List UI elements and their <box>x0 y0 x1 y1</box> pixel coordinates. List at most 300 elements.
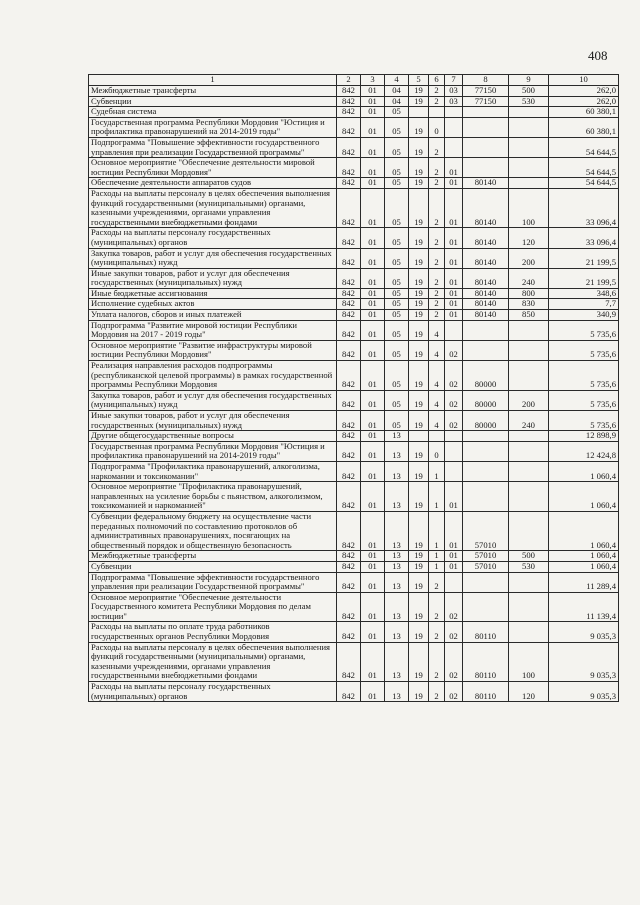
row-code-cell: 4 <box>429 340 445 360</box>
page-number: 408 <box>588 48 608 63</box>
row-code-cell: 01 <box>361 461 385 481</box>
row-code-cell: 02 <box>445 642 463 681</box>
row-code-cell: 4 <box>429 390 445 410</box>
row-code-cell: 05 <box>385 178 409 189</box>
row-code-cell: 530 <box>509 561 549 572</box>
row-code-cell: 2 <box>429 299 445 310</box>
column-header: 6 <box>429 75 445 86</box>
row-code-cell: 05 <box>385 137 409 157</box>
row-code-cell <box>463 461 509 481</box>
row-code-cell <box>509 107 549 118</box>
row-code-cell: 0 <box>429 117 445 137</box>
row-code-cell: 4 <box>429 320 445 340</box>
row-amount-cell: 340,9 <box>549 310 619 321</box>
row-code-cell: 01 <box>361 361 385 391</box>
row-code-cell: 05 <box>385 340 409 360</box>
row-code-cell: 01 <box>361 390 385 410</box>
row-amount-cell: 7,7 <box>549 299 619 310</box>
row-code-cell <box>463 117 509 137</box>
row-code-cell: 19 <box>409 310 429 321</box>
row-code-cell: 19 <box>409 390 429 410</box>
row-code-cell: 200 <box>509 248 549 268</box>
row-code-cell: 01 <box>361 188 385 227</box>
row-code-cell: 04 <box>385 86 409 97</box>
row-code-cell: 2 <box>429 137 445 157</box>
row-code-cell: 01 <box>445 299 463 310</box>
row-code-cell: 01 <box>361 158 385 178</box>
row-code-cell <box>463 572 509 592</box>
row-code-cell: 05 <box>385 361 409 391</box>
row-code-cell <box>445 107 463 118</box>
row-name-cell: Государственная программа Республики Мордовия "Юстиция и профилактика правонарушений на 2014-2019 годы" <box>89 441 337 461</box>
row-name-cell: Судебная система <box>89 107 337 118</box>
row-code-cell <box>509 158 549 178</box>
row-code-cell: 2 <box>429 310 445 321</box>
row-code-cell <box>409 431 429 442</box>
table-row <box>89 299 619 310</box>
row-code-cell: 80110 <box>463 622 509 642</box>
row-code-cell: 05 <box>385 268 409 288</box>
header-row <box>89 75 619 86</box>
row-code-cell: 19 <box>409 572 429 592</box>
table-row <box>89 572 619 592</box>
row-code-cell <box>463 441 509 461</box>
row-code-cell: 2 <box>429 178 445 189</box>
row-code-cell: 02 <box>445 361 463 391</box>
row-code-cell: 842 <box>337 158 361 178</box>
row-code-cell: 01 <box>361 592 385 622</box>
row-code-cell <box>509 511 549 550</box>
row-code-cell <box>463 137 509 157</box>
row-code-cell <box>509 441 549 461</box>
row-code-cell: 19 <box>409 158 429 178</box>
row-code-cell: 530 <box>509 96 549 107</box>
row-amount-cell: 9 035,3 <box>549 622 619 642</box>
row-amount-cell: 33 096,4 <box>549 228 619 248</box>
row-code-cell: 842 <box>337 137 361 157</box>
row-code-cell <box>509 361 549 391</box>
table-row <box>89 511 619 550</box>
row-code-cell: 05 <box>385 411 409 431</box>
row-code-cell <box>509 178 549 189</box>
row-code-cell: 842 <box>337 96 361 107</box>
row-code-cell <box>463 592 509 622</box>
row-code-cell: 02 <box>445 390 463 410</box>
table-row <box>89 561 619 572</box>
row-amount-cell: 1 060,4 <box>549 461 619 481</box>
row-code-cell: 842 <box>337 642 361 681</box>
row-code-cell: 13 <box>385 461 409 481</box>
row-code-cell: 80140 <box>463 188 509 227</box>
row-amount-cell: 9 035,3 <box>549 642 619 681</box>
row-code-cell <box>445 572 463 592</box>
column-header: 5 <box>409 75 429 86</box>
row-code-cell: 100 <box>509 188 549 227</box>
row-name-cell: Расходы на выплаты персоналу государственных (муниципальных) органов <box>89 228 337 248</box>
table-row <box>89 461 619 481</box>
row-code-cell: 830 <box>509 299 549 310</box>
row-amount-cell: 21 199,5 <box>549 268 619 288</box>
row-name-cell: Основное мероприятие "Обеспечение деятельности Государственного комитета Республики Мордовия по делам юстиции" <box>89 592 337 622</box>
row-code-cell: 02 <box>445 622 463 642</box>
row-name-cell: Субвенции <box>89 561 337 572</box>
row-code-cell: 842 <box>337 320 361 340</box>
row-code-cell: 842 <box>337 117 361 137</box>
row-code-cell: 842 <box>337 461 361 481</box>
row-code-cell: 19 <box>409 642 429 681</box>
row-code-cell: 01 <box>361 622 385 642</box>
row-code-cell <box>445 320 463 340</box>
row-code-cell: 80140 <box>463 288 509 299</box>
row-code-cell: 01 <box>445 310 463 321</box>
row-code-cell: 01 <box>361 511 385 550</box>
row-code-cell <box>509 320 549 340</box>
row-amount-cell: 262,0 <box>549 96 619 107</box>
row-code-cell: 842 <box>337 288 361 299</box>
row-code-cell: 2 <box>429 86 445 97</box>
row-code-cell: 2 <box>429 248 445 268</box>
row-amount-cell: 21 199,5 <box>549 248 619 268</box>
row-amount-cell: 12 898,9 <box>549 431 619 442</box>
row-code-cell: 2 <box>429 96 445 107</box>
row-code-cell: 19 <box>409 137 429 157</box>
row-code-cell: 19 <box>409 340 429 360</box>
row-name-cell: Другие общегосударственные вопросы <box>89 431 337 442</box>
row-code-cell: 120 <box>509 228 549 248</box>
row-name-cell: Иные закупки товаров, работ и услуг для обеспечения государственных (муниципальных) нужд <box>89 268 337 288</box>
row-code-cell: 100 <box>509 642 549 681</box>
row-code-cell: 19 <box>409 288 429 299</box>
row-code-cell: 842 <box>337 268 361 288</box>
row-code-cell <box>463 340 509 360</box>
row-code-cell: 05 <box>385 248 409 268</box>
row-code-cell: 80110 <box>463 642 509 681</box>
row-name-cell: Обеспечение деятельности аппаратов судов <box>89 178 337 189</box>
row-code-cell: 01 <box>361 561 385 572</box>
row-code-cell: 2 <box>429 268 445 288</box>
column-header: 7 <box>445 75 463 86</box>
row-code-cell: 1 <box>429 461 445 481</box>
table-row <box>89 441 619 461</box>
row-code-cell: 13 <box>385 441 409 461</box>
row-code-cell <box>463 107 509 118</box>
row-code-cell <box>509 482 549 512</box>
row-code-cell <box>463 482 509 512</box>
table-row <box>89 642 619 681</box>
row-amount-cell: 5 735,6 <box>549 340 619 360</box>
table-row <box>89 137 619 157</box>
row-code-cell: 19 <box>409 188 429 227</box>
table-row <box>89 107 619 118</box>
row-code-cell: 13 <box>385 682 409 702</box>
row-amount-cell: 9 035,3 <box>549 682 619 702</box>
row-name-cell: Расходы на выплаты по оплате труда работников государственных органов Республики Мордовия <box>89 622 337 642</box>
row-name-cell: Закупка товаров, работ и услуг для обеспечения государственных (муниципальных) нужд <box>89 390 337 410</box>
row-code-cell: 05 <box>385 228 409 248</box>
row-code-cell: 80000 <box>463 361 509 391</box>
row-code-cell: 1 <box>429 551 445 562</box>
row-code-cell: 01 <box>361 340 385 360</box>
row-amount-cell: 5 735,6 <box>549 361 619 391</box>
row-code-cell: 80140 <box>463 228 509 248</box>
table-row <box>89 361 619 391</box>
row-code-cell: 842 <box>337 228 361 248</box>
row-code-cell <box>409 107 429 118</box>
table-row <box>89 188 619 227</box>
row-name-cell: Реализация направления расходов подпрограммы (республиканской целевой программы) в рамках государственной программы Республики Мордовия <box>89 361 337 391</box>
row-code-cell: 19 <box>409 441 429 461</box>
row-code-cell <box>509 340 549 360</box>
row-code-cell: 01 <box>361 411 385 431</box>
row-code-cell: 13 <box>385 482 409 512</box>
row-code-cell <box>429 431 445 442</box>
row-code-cell: 01 <box>361 482 385 512</box>
row-code-cell: 03 <box>445 86 463 97</box>
row-code-cell: 77150 <box>463 96 509 107</box>
row-code-cell: 02 <box>445 592 463 622</box>
row-code-cell: 13 <box>385 511 409 550</box>
row-code-cell: 80000 <box>463 390 509 410</box>
row-code-cell: 01 <box>445 288 463 299</box>
row-code-cell: 2 <box>429 158 445 178</box>
budget-table <box>88 74 619 702</box>
column-header: 2 <box>337 75 361 86</box>
row-code-cell: 02 <box>445 340 463 360</box>
row-name-cell: Подпрограмма "Развитие мировой юстиции Республики Мордовия на 2017 - 2019 годы" <box>89 320 337 340</box>
row-code-cell: 01 <box>361 441 385 461</box>
row-code-cell: 80140 <box>463 248 509 268</box>
row-code-cell: 2 <box>429 188 445 227</box>
row-code-cell: 240 <box>509 411 549 431</box>
row-name-cell: Государственная программа Республики Мордовия "Юстиция и профилактика правонарушений на 2014-2019 годы" <box>89 117 337 137</box>
row-code-cell: 01 <box>445 482 463 512</box>
row-code-cell: 01 <box>361 137 385 157</box>
row-name-cell: Основное мероприятие "Профилактика правонарушений, направленных на усиление борьбы с пьянством, алкоголизмом, токсикоманией и наркоманией" <box>89 482 337 512</box>
row-code-cell: 01 <box>361 86 385 97</box>
row-code-cell: 01 <box>361 299 385 310</box>
row-code-cell: 77150 <box>463 86 509 97</box>
row-code-cell <box>509 137 549 157</box>
row-code-cell: 80140 <box>463 310 509 321</box>
row-code-cell: 05 <box>385 117 409 137</box>
row-code-cell: 13 <box>385 572 409 592</box>
table-row <box>89 86 619 97</box>
row-code-cell: 19 <box>409 461 429 481</box>
row-name-cell: Иные бюджетные ассигнования <box>89 288 337 299</box>
row-code-cell: 01 <box>445 178 463 189</box>
row-code-cell: 842 <box>337 572 361 592</box>
row-code-cell: 842 <box>337 361 361 391</box>
row-amount-cell: 262,0 <box>549 86 619 97</box>
row-code-cell: 19 <box>409 511 429 550</box>
row-code-cell: 01 <box>445 158 463 178</box>
row-code-cell: 01 <box>361 320 385 340</box>
row-code-cell: 05 <box>385 390 409 410</box>
row-code-cell: 01 <box>361 248 385 268</box>
row-name-cell: Подпрограмма "Повышение эффективности государственного управления при реализации Государственной программы" <box>89 572 337 592</box>
row-code-cell: 01 <box>445 511 463 550</box>
row-code-cell: 19 <box>409 361 429 391</box>
row-amount-cell: 60 380,1 <box>549 117 619 137</box>
row-code-cell: 02 <box>445 682 463 702</box>
row-code-cell <box>463 158 509 178</box>
table-row <box>89 482 619 512</box>
row-code-cell: 01 <box>445 228 463 248</box>
row-code-cell: 01 <box>445 248 463 268</box>
row-amount-cell: 33 096,4 <box>549 188 619 227</box>
row-code-cell: 01 <box>445 551 463 562</box>
row-code-cell: 19 <box>409 682 429 702</box>
table-row <box>89 288 619 299</box>
row-amount-cell: 5 735,6 <box>549 390 619 410</box>
row-code-cell: 57010 <box>463 551 509 562</box>
row-code-cell: 80140 <box>463 299 509 310</box>
row-code-cell: 2 <box>429 642 445 681</box>
row-code-cell: 842 <box>337 107 361 118</box>
row-amount-cell: 54 644,5 <box>549 137 619 157</box>
row-code-cell: 57010 <box>463 511 509 550</box>
row-code-cell: 2 <box>429 228 445 248</box>
row-code-cell: 80110 <box>463 682 509 702</box>
row-name-cell: Расходы на выплаты персоналу в целях обеспечения выполнения функций государственными (муниципальными) органами, казенными учреждениями, органами управления государственными внебюджетными фондами <box>89 642 337 681</box>
column-header: 9 <box>509 75 549 86</box>
row-code-cell: 19 <box>409 482 429 512</box>
row-code-cell: 842 <box>337 86 361 97</box>
table-row <box>89 248 619 268</box>
row-code-cell <box>509 572 549 592</box>
row-code-cell: 842 <box>337 622 361 642</box>
row-code-cell: 05 <box>385 299 409 310</box>
row-code-cell: 19 <box>409 96 429 107</box>
column-header: 10 <box>549 75 619 86</box>
row-code-cell: 4 <box>429 411 445 431</box>
row-code-cell: 19 <box>409 178 429 189</box>
row-code-cell <box>509 592 549 622</box>
table-row <box>89 117 619 137</box>
row-code-cell <box>445 431 463 442</box>
row-code-cell: 19 <box>409 117 429 137</box>
row-amount-cell: 1 060,4 <box>549 561 619 572</box>
row-code-cell: 2 <box>429 622 445 642</box>
row-code-cell: 05 <box>385 288 409 299</box>
table-row <box>89 340 619 360</box>
row-code-cell: 19 <box>409 320 429 340</box>
row-code-cell: 842 <box>337 340 361 360</box>
row-code-cell: 80140 <box>463 178 509 189</box>
row-code-cell: 05 <box>385 320 409 340</box>
row-code-cell: 850 <box>509 310 549 321</box>
row-code-cell: 842 <box>337 561 361 572</box>
row-code-cell: 842 <box>337 248 361 268</box>
row-name-cell: Иные закупки товаров, работ и услуг для обеспечения государственных (муниципальных) нужд <box>89 411 337 431</box>
row-amount-cell: 5 735,6 <box>549 320 619 340</box>
row-code-cell: 842 <box>337 188 361 227</box>
row-code-cell: 01 <box>361 178 385 189</box>
row-name-cell: Основное мероприятие "Обеспечение деятельности мировой юстиции Республики Мордовия" <box>89 158 337 178</box>
row-code-cell <box>445 461 463 481</box>
row-code-cell: 05 <box>385 310 409 321</box>
table-row <box>89 622 619 642</box>
row-code-cell: 01 <box>361 96 385 107</box>
row-name-cell: Субвенции <box>89 96 337 107</box>
row-code-cell: 19 <box>409 299 429 310</box>
row-code-cell: 842 <box>337 511 361 550</box>
row-code-cell: 842 <box>337 411 361 431</box>
row-name-cell: Расходы на выплаты персоналу государственных (муниципальных) органов <box>89 682 337 702</box>
row-code-cell: 2 <box>429 572 445 592</box>
row-code-cell: 500 <box>509 551 549 562</box>
row-code-cell: 01 <box>361 682 385 702</box>
row-amount-cell: 11 289,4 <box>549 572 619 592</box>
row-code-cell: 01 <box>361 117 385 137</box>
row-code-cell: 02 <box>445 411 463 431</box>
table-row <box>89 178 619 189</box>
row-code-cell: 2 <box>429 592 445 622</box>
row-code-cell: 1 <box>429 482 445 512</box>
row-code-cell: 13 <box>385 622 409 642</box>
row-code-cell: 2 <box>429 288 445 299</box>
row-name-cell: Подпрограмма "Повышение эффективности государственного управления при реализации Государственной программы" <box>89 137 337 157</box>
row-name-cell: Межбюджетные трансферты <box>89 551 337 562</box>
row-code-cell: 19 <box>409 592 429 622</box>
row-code-cell: 240 <box>509 268 549 288</box>
row-code-cell: 01 <box>361 310 385 321</box>
row-code-cell: 03 <box>445 96 463 107</box>
row-amount-cell: 11 139,4 <box>549 592 619 622</box>
row-code-cell: 120 <box>509 682 549 702</box>
row-code-cell: 19 <box>409 561 429 572</box>
row-code-cell <box>509 461 549 481</box>
row-amount-cell: 54 644,5 <box>549 178 619 189</box>
row-code-cell: 57010 <box>463 561 509 572</box>
row-code-cell: 19 <box>409 248 429 268</box>
row-code-cell: 80000 <box>463 411 509 431</box>
row-code-cell: 4 <box>429 361 445 391</box>
row-code-cell: 842 <box>337 431 361 442</box>
row-code-cell: 842 <box>337 299 361 310</box>
row-code-cell: 19 <box>409 268 429 288</box>
column-header: 1 <box>89 75 337 86</box>
row-amount-cell: 1 060,4 <box>549 511 619 550</box>
row-code-cell: 13 <box>385 561 409 572</box>
column-header: 8 <box>463 75 509 86</box>
table-row <box>89 310 619 321</box>
row-code-cell: 13 <box>385 592 409 622</box>
row-code-cell: 1 <box>429 561 445 572</box>
row-amount-cell: 12 424,8 <box>549 441 619 461</box>
row-amount-cell: 5 735,6 <box>549 411 619 431</box>
row-code-cell: 842 <box>337 178 361 189</box>
table-row <box>89 268 619 288</box>
row-code-cell <box>509 622 549 642</box>
row-code-cell <box>463 431 509 442</box>
row-amount-cell: 1 060,4 <box>549 482 619 512</box>
row-amount-cell: 348,6 <box>549 288 619 299</box>
row-code-cell: 01 <box>361 268 385 288</box>
table-row <box>89 96 619 107</box>
row-code-cell: 01 <box>361 572 385 592</box>
row-code-cell: 1 <box>429 511 445 550</box>
column-header: 4 <box>385 75 409 86</box>
table-row <box>89 411 619 431</box>
table-row <box>89 682 619 702</box>
row-code-cell: 01 <box>361 551 385 562</box>
row-code-cell: 842 <box>337 310 361 321</box>
row-code-cell: 13 <box>385 551 409 562</box>
row-code-cell <box>509 431 549 442</box>
row-code-cell <box>445 137 463 157</box>
row-code-cell: 19 <box>409 86 429 97</box>
